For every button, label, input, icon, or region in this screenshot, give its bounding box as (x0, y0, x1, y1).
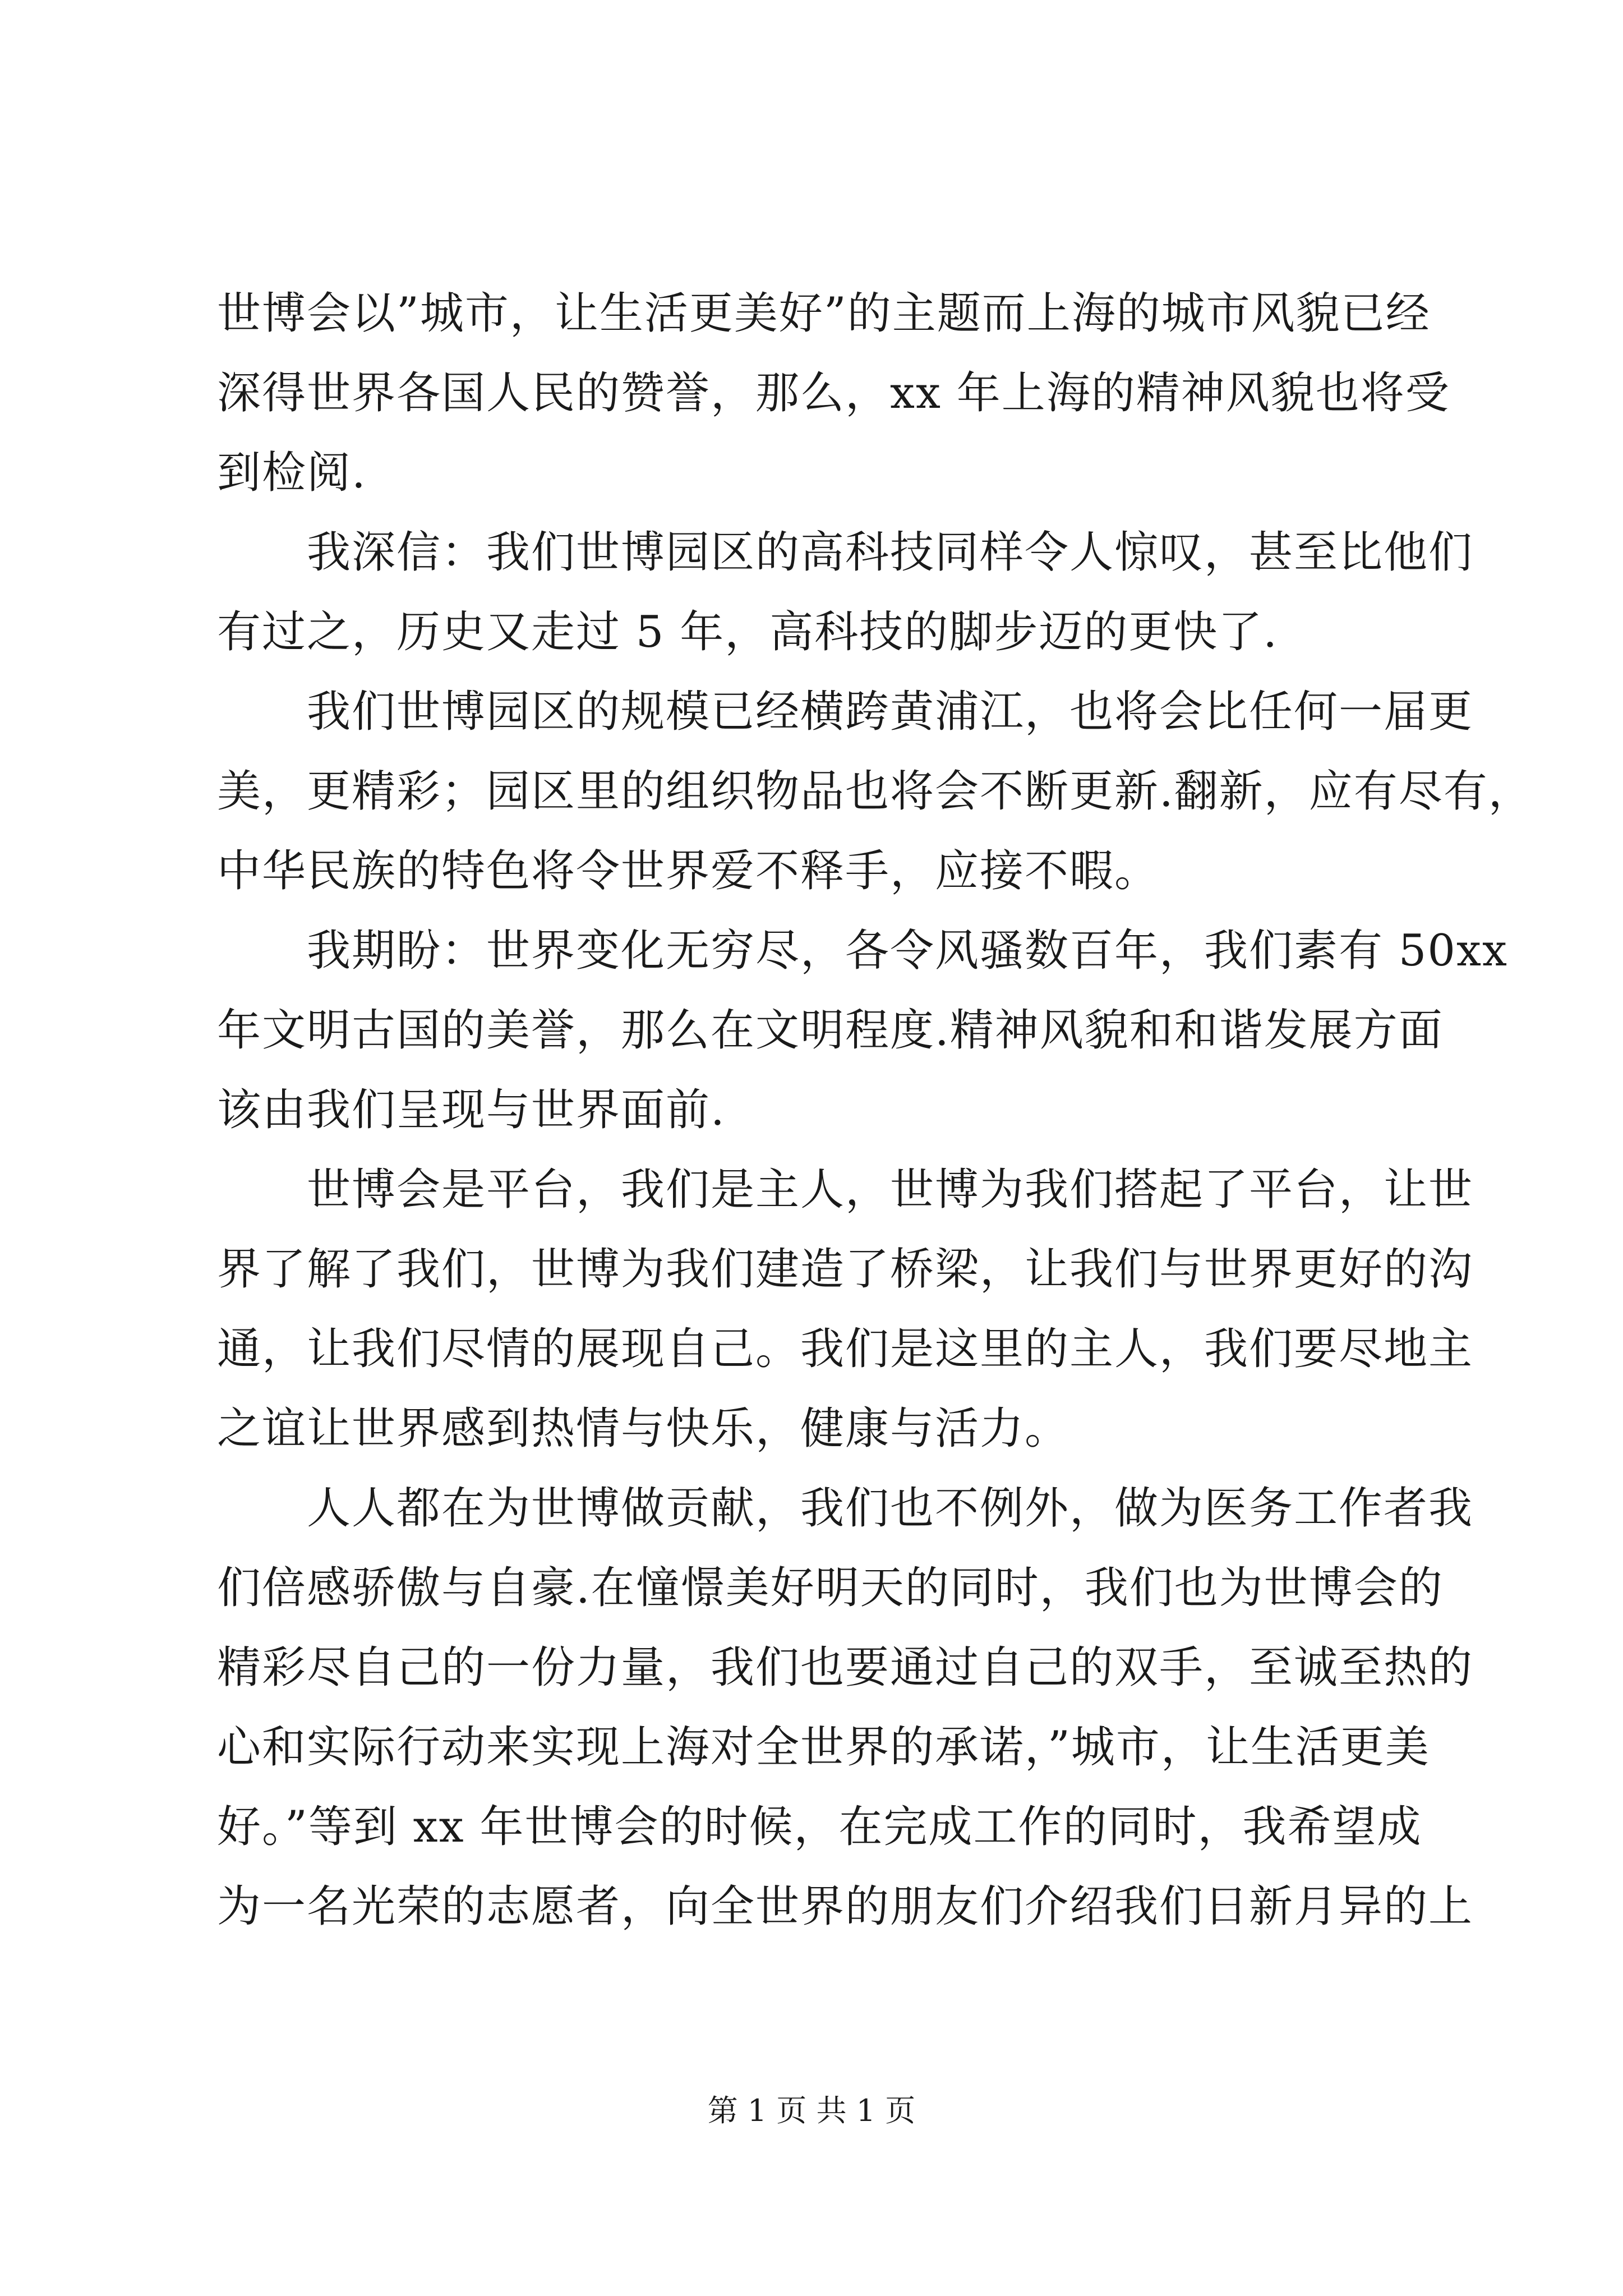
document-body (217, 274, 1533, 1947)
text-line: 我期盼：世界变化无穷尽，各令风骚数百年，我们素有 50xx (307, 926, 1509, 976)
text-line: 该由我们呈现与世界面前. (217, 1085, 726, 1135)
text-line: 年文明古国的美誉，那么在文明程度.精神风貌和和谐发展方面 (217, 1005, 1444, 1056)
text-line: 深得世界各国人民的赞誉，那么，xx 年上海的精神风貌也将受 (217, 368, 1450, 418)
text-line: 好。”等到 xx 年世博会的时候，在完成工作的同时，我希望成 (217, 1802, 1422, 1852)
text-line: 有过之，历史又走过 5 年，高科技的脚步迈的更快了. (217, 607, 1279, 657)
text-line: 中华民族的特色将令世界爱不释手，应接不暇。 (217, 846, 1160, 896)
text-line: 精彩尽自己的一份力量，我们也要通过自己的双手，至诚至热的 (217, 1642, 1474, 1693)
text-line: 人人都在为世博做贡献，我们也不例外，做为医务工作者我 (307, 1483, 1474, 1534)
text-line: 心和实际行动来实现上海对全世界的承诺，”城市，让生活更美 (217, 1722, 1430, 1773)
text-line: 通，让我们尽情的展现自己。我们是这里的主人，我们要尽地主 (217, 1324, 1474, 1374)
text-line: 之谊让世界感到热情与快乐，健康与活力。 (217, 1404, 1070, 1454)
text-line: 为一名光荣的志愿者，向全世界的朋友们介绍我们日新月异的上 (217, 1881, 1474, 1932)
text-line: 我深信：我们世博园区的高科技同样令人惊叹，甚至比他们 (307, 527, 1474, 578)
text-line: 我们世博园区的规模已经横跨黄浦江，也将会比任何一届更 (307, 687, 1474, 737)
text-line: 美，更精彩；园区里的组织物品也将会不断更新.翻新，应有尽有， (217, 766, 1533, 817)
text-line: 世博会以”城市，让生活更美好”的主题而上海的城市风貌已经 (217, 288, 1431, 339)
text-line: 们倍感骄傲与自豪.在憧憬美好明天的同时，我们也为世博会的 (217, 1563, 1444, 1613)
text-line: 到检阅. (217, 448, 367, 498)
page-footer: 第 1 页 共 1 页 (707, 2093, 916, 2128)
text-line: 世博会是平台，我们是主人，世博为我们搭起了平台，让世 (307, 1165, 1474, 1215)
text-line: 界了解了我们，世博为我们建造了桥梁，让我们与世界更好的沟 (217, 1244, 1474, 1295)
